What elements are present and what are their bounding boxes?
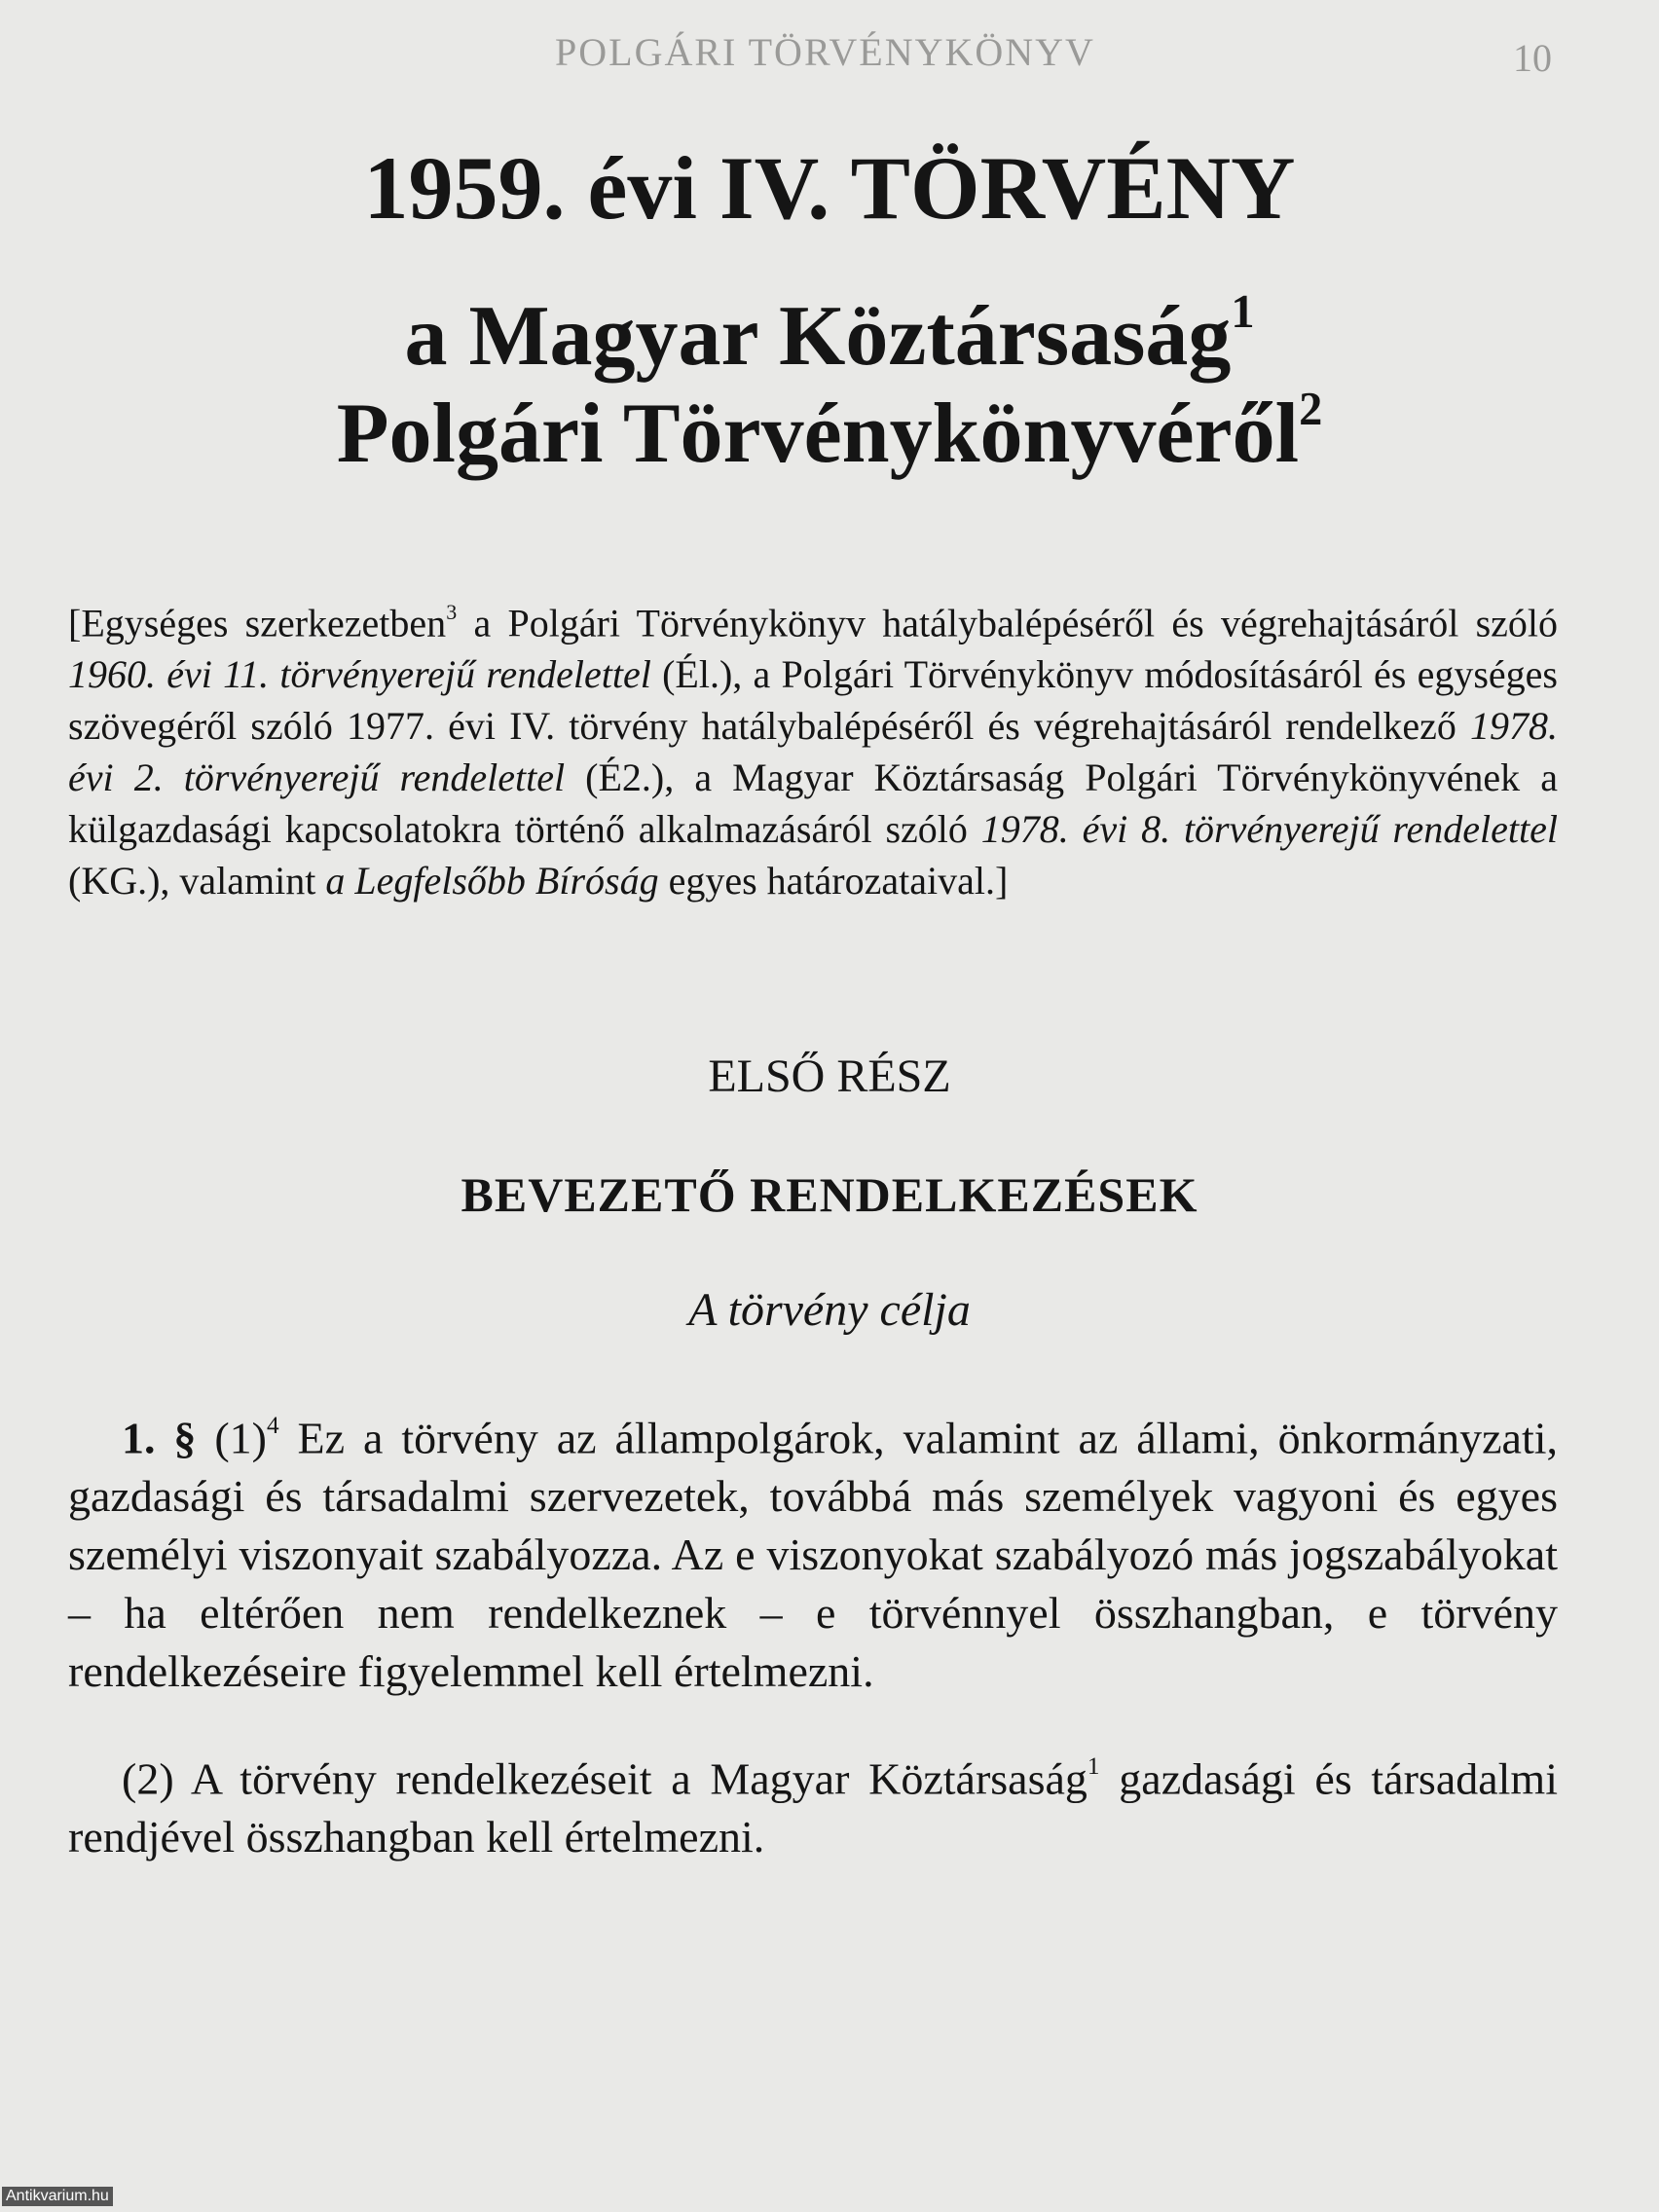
footnote-ref: 3 xyxy=(446,599,458,624)
law-subtitle-line-2: Polgári Törvénykönyvéről$^2$ xyxy=(336,384,1323,481)
footnote-ref: 1 xyxy=(1231,286,1255,339)
paragraph-2: (2) A törvény rendelkezéseit a Magyar Köztársaság$^1$ gazdasági és társadalmi rendjével összhangban kell értelmezni. xyxy=(68,1752,1558,1862)
paragraph-1: 1. § $(1)^4$ Ez a törvény az állampolgárok, valamint az állami, önkormányzati, gazdasági és társadalmi szervezetek, továbbá más személyek vagyoni és egyes személyi viszonyait szabályozza. Az e viszonyokat szabályozó más jogszabályokat – ha eltérően nem rendelkeznek – e törvénnyel összhangban, e törvény rendelkezéseire figyelemmel kell értelmezni. xyxy=(68,1412,1559,1697)
law-subtitle-line-1: a Magyar Köztársaság$^1$ xyxy=(404,286,1255,384)
footnote-ref: 2 xyxy=(1299,384,1323,436)
page-number: 10 xyxy=(1513,36,1552,80)
section-title: A törvény célja xyxy=(688,1284,971,1336)
chapter-title: BEVEZETŐ RENDELKEZÉSEK xyxy=(461,1167,1198,1222)
watermark: Antikvarium.hu xyxy=(2,2187,113,2206)
footnote-ref: 4 xyxy=(266,1412,279,1440)
section-number: 1. § xyxy=(122,1413,197,1463)
law-title: 1959. évi IV. TÖRVÉNY xyxy=(363,138,1296,238)
running-header: POLGÁRI TÖRVÉNYKÖNYV xyxy=(555,30,1095,74)
footnote-ref: 1 xyxy=(1087,1752,1100,1781)
consolidation-note: [Egységes szerkezetben$^3$ a Polgári Törvénykönyv hatálybalépéséről és végrehajtásáról szóló 1960. évi 11. törvényerejű rendelettel (Él.), a Polgári Törvénykönyv módosításáról és egységes szövegéről szóló 1977. évi IV. törvény hatálybalépéséről és végrehajtásáról rendelkező 1978. évi 2. törvényerejű rendelettel (É2.), a Magyar Köztársaság Polgári Törvénykönyvének a külgazdasági kapcsolatokra történő alkalmazásáról szóló 1978. évi 8. törvényerejű rendelettel (KG.), valamint a Legfelsőbb Bíróság egyes határozataival.] xyxy=(68,599,1558,903)
part-title: ELSŐ RÉSZ xyxy=(708,1051,951,1102)
